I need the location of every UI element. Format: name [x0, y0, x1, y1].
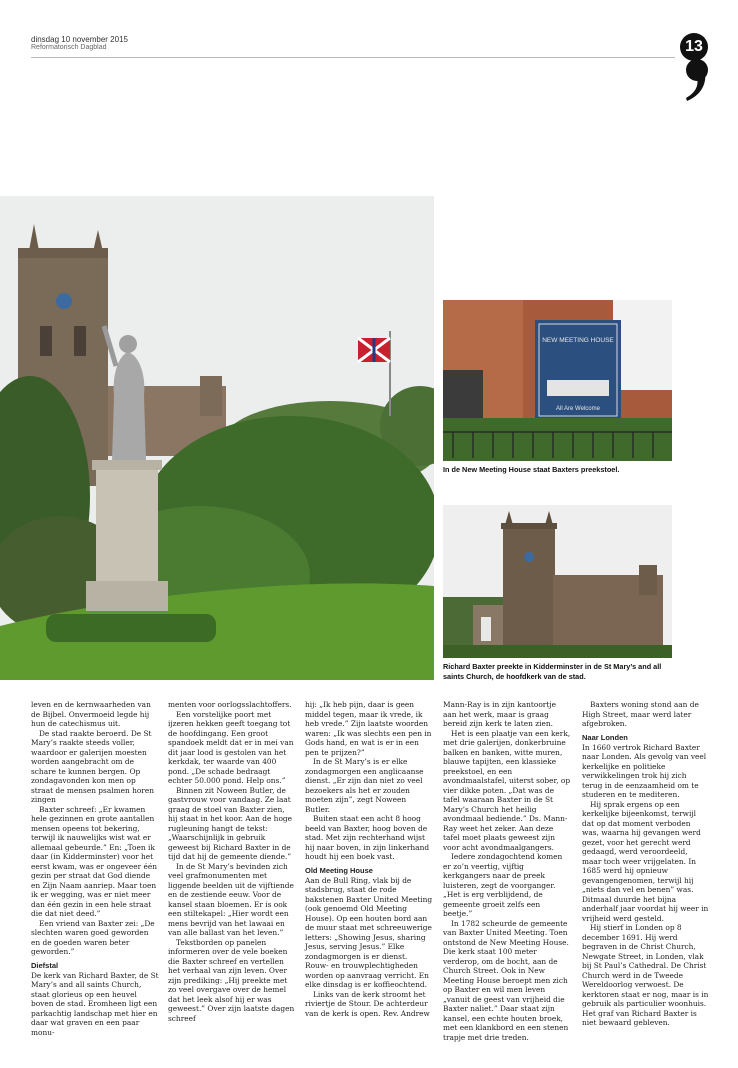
page-number-badge: 13	[680, 33, 708, 61]
paragraph: leven en de kernwaarheden van de Bijbel. Onvermoeid legde hij hun de catechismus uit.	[31, 700, 151, 728]
main-photo-baxter-statue	[0, 196, 434, 680]
paragraph: Aan de Bull Ring, vlak bij de stadsbrug, staat de rode bakstenen Baxter United Meeting (ook genoemd Old Meeting House). Op een houten bord aan de muur staat met schreeuwerige letters: „Showing Jesus, sharing Jesus, serving Jesus.” Elke zondagmorgen is er dienst. Rouw- en trouwplechtigheden worden op aanvraag verricht. En elke dinsdag is er koffieochtend.	[305, 875, 433, 989]
article-column-3	[305, 700, 433, 1018]
caption-st-marys-church: Richard Baxter preekte in Kidderminster in de St Mary’s and all saints Church, de hoofdkerk van de stad.	[443, 662, 662, 681]
subheading: Diefstal	[31, 960, 59, 970]
paragraph: Tekstborden op panelen informeren over de vele boeken die Baxter schreef en vertellen het verhaal van zijn leven. Over zijn prediking: „Hij preekte met zo veel overgave over de hemel dat het leek alsof hij er was geweest.” Over zijn laatste dagen schreef	[168, 937, 295, 1023]
header-divider	[31, 57, 675, 58]
paragraph: Binnen zit Noween Butler, de gastvrouw voor vandaag. Ze laat graag de stoel van Baxter zien, hij staat in het koor. Aan de hoge rugleuning hangt de tekst: „Waarschijnlijk in gebruik geweest bij Richard Baxter in de tijd dat hij de gemeente diende.”	[168, 785, 293, 861]
paragraph: De kerk van Richard Baxter, de St Mary’s and all saints Church, staat glorieus op een heuvel boven de stad. Eromheen ligt een parkachtig landschap met hier en daar wat graven en een paar monu-	[31, 970, 159, 1037]
paragraph: Een vriend van Baxter zei: „De slechten waren goed geworden en de goeden waren beter geworden.”	[31, 918, 155, 956]
paragraph: Een vorstelijke poort met ijzeren hekken geeft toegang tot de hoofdingang. Een groot spandoek meldt dat er in mei van dit jaar lood is gestolen van het kerkdak, ter waarde van 400 pond. „De schade bedraagt echter 50.000 pond. Help ons.”	[168, 709, 294, 785]
paragraph: hij: „Ik heb pijn, daar is geen middel tegen, maar ik vrede, ik heb vrede.” Zijn laatste woorden waren: „Ik was slechts een pen in Gods hand, en wat is er in een pen te prijzen?”	[305, 700, 432, 757]
paragraph: menten voor oorlogsslachtoffers.	[168, 700, 292, 709]
article-column-2	[168, 700, 296, 1023]
paragraph: Hij sprak ergens op een kerkelijke bijeenkomst, terwijl dat op dat moment verboden was, waarna hij gevangen werd gezet, voor het gerecht werd gedaagd, werd veroordeeld, maar toch weer vrijgelaten. In 1685 werd hij opnieuw gevangengenomen, terwijl hij „niets dan vel en benen” was. Ditmaal duurde het bijna anderhalf jaar voordat hij weer in vrijheid werd gesteld.	[582, 799, 709, 923]
paragraph: Buiten staat een acht 8 hoog beeld van Baxter, hoog boven de stad. Met zijn rechterhand wijst hij naar boven, in zijn linkerhand houdt hij een boek vast.	[305, 814, 430, 861]
paragraph: In 1782 scheurde de gemeente van Baxter United Meeting. Toen ontstond de New Meeting House. Die kerk staat 100 meter verderop, om de bocht, aan de Church Street. Ook in New Meeting House beroept men zich op Baxter en wil men leven „vanuit de geest van vrijheid die Baxter naliet.” Daar staat zijn kansel, een echte houten broek, met een klankbord en een stenen trapje met drie treden.	[443, 918, 569, 1042]
paragraph: In de St Mary’s bevinden zich veel grafmonumenten met liggende beelden uit de vijftiende en de zestiende eeuw. Voor de kansel staan bloemen. Er is ook een stiltekapel: „Hier wordt een mens bevrijd van het lawaai en van alle ballast van het leven.”	[168, 861, 294, 937]
sign-title: NEW MEETING HOUSE	[542, 337, 614, 344]
st-marys-church-photo	[443, 505, 672, 658]
issue-date: dinsdag 10 november 2015	[31, 35, 128, 44]
sign-bottom-text: All Are Welcome	[556, 406, 600, 412]
paragraph: Baxters woning stond aan de High Street, maar werd later afgebroken.	[582, 700, 699, 728]
paragraph: Mann-Ray is in zijn kantoortje aan het werk, maar is graag bereid zijn kerk te laten zien.	[443, 700, 556, 728]
paragraph: De stad raakte beroerd. De St Mary’s raakte steeds voller, waardoor er galerijen moesten worden aangebracht om de schare te kunnen bergen. Op zondagavonden kon men op straat de mensen psalmen horen zingen	[31, 728, 154, 804]
article-column-4	[443, 700, 571, 1042]
new-meeting-house-photo	[443, 300, 672, 461]
article-column-5	[582, 700, 709, 1028]
subheading: Old Meeting House	[305, 865, 373, 875]
paragraph: In 1660 vertrok Richard Baxter naar Londen. Als gevolg van veel kerkelijke en politieke verwikkelingen trok hij zich terug in de eenzaamheid om te studeren en te mediteren.	[582, 742, 707, 799]
comma-logo-icon	[683, 58, 709, 102]
article-column-1	[31, 700, 159, 1037]
paragraph: Iedere zondagochtend komen er zo’n veertig, vijftig kerkgangers naar de preek luisteren, zegt de voorganger. „Het is erg verblijdend, de gemeente groeit zelfs een beetje.”	[443, 852, 563, 918]
paragraph: Hij stierf in Londen op 8 december 1691. Hij werd begraven in de Christ Church, Newgate Street, in Londen, vlak bij St Paul’s Cathedral. De Christ Church werd in de Tweede Wereldoorlog verwoest. De kerktoren staat er nog, maar is in gebruik als particulier woonhuis. Het graf van Richard Baxter is niet bewaard gebleven.	[582, 923, 709, 1027]
paragraph: Het is een plaatje van een kerk, met drie galerijen, donkerbruine balken en banken, witte muren, blauwe tapijten, een klassieke preekstoel, en een avondmaalstafel, uiterst sober, op vier dikke poten. „Dat was de tafel waaraan Baxter in de St Mary’s Church het heilig avondmaal bediende.” Ds. Mann-Ray weet het zeker. Aan deze tafel moet plaats geweest zijn voor acht avondmaalgangers.	[443, 728, 571, 852]
subheading: Naar Londen	[582, 732, 628, 742]
caption-new-meeting-house: In de New Meeting House staat Baxters preekstoel.	[443, 465, 620, 474]
paragraph: Baxter schreef: „Er kwamen hele gezinnen en grote aantallen mensen opeens tot bekering, terwijl ik nauwelijks wist wat er allemaal gebeurde.” En: „Toen ik daar (in Kidderminster) voor het eerst kwam, was er ongeveer één gezin per straat dat God diende en Zijn Naam aanriep. Maar toen ik er wegging, was er niet meer dan één gezin in een hele straat die dat niet deed.”	[31, 804, 158, 918]
paragraph: In de St Mary’s is er elke zondagmorgen een anglicaanse dienst. „Er zijn dan niet zo veel bezoekers als het er zouden moeten zijn”, zegt Noween Butler.	[305, 757, 424, 814]
paragraph: Links van de kerk stroomt het riviertje de Stour. De achterdeur van de kerk is open. Rev. Andrew	[305, 989, 430, 1018]
newspaper-name: Reformatorisch Dagblad	[31, 44, 107, 51]
